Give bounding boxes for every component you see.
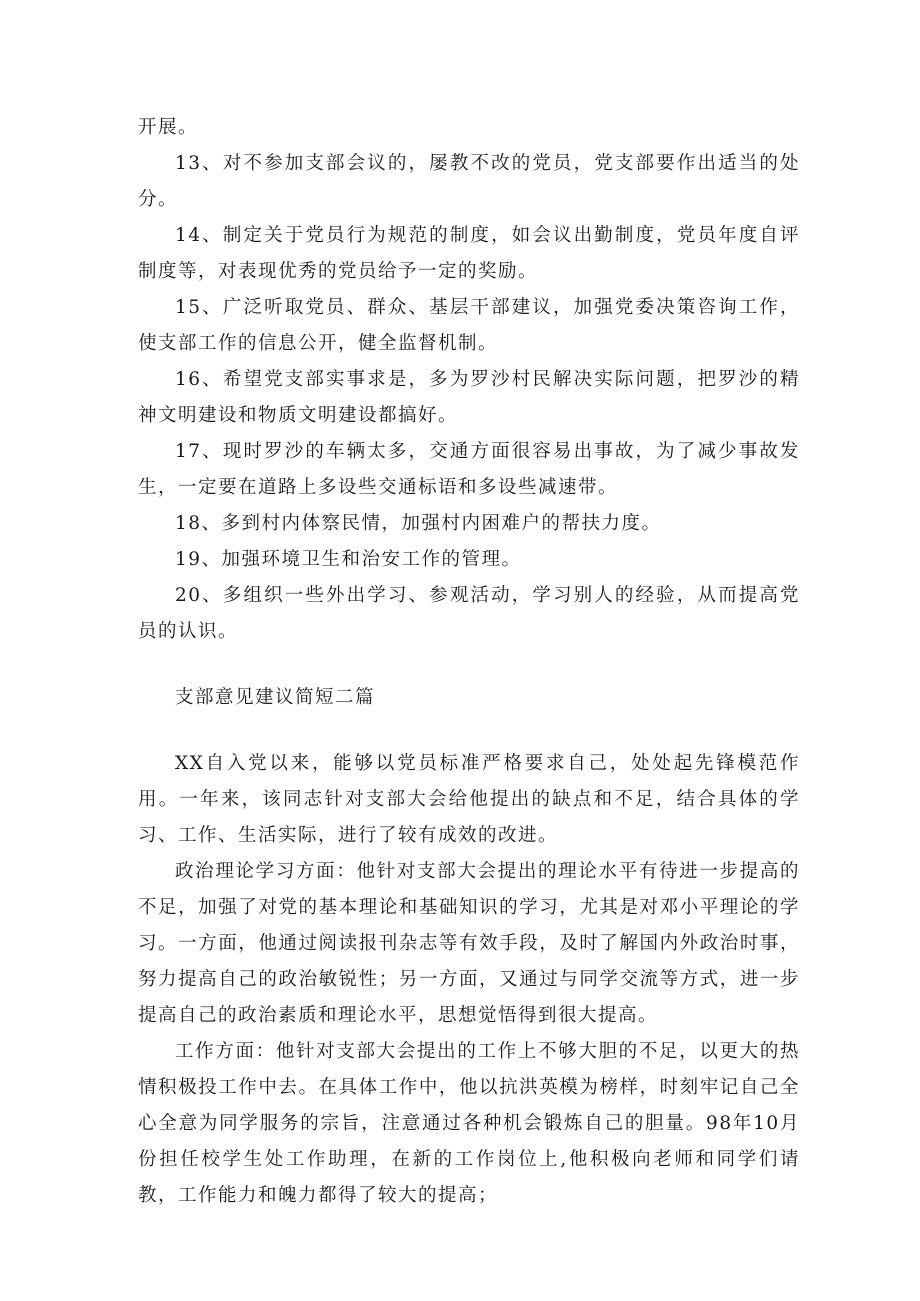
list-item-16: 16、希望党支部实事求是，多为罗沙村民解决实际问题，把罗沙的精神文明建设和物质文明建设都搞好。 (138, 369, 800, 426)
paragraph-work: 工作方面：他针对支部大会提出的工作上不够大胆的不足，以更大的热情积极投工作中去。在具体工作中，他以抗洪英模为榜样，时刻牢记自己全心全意为同学服务的宗旨，注意通过各种机会锻炼自己的胆量。98年10月份担任校学生处工作助理，在新的工作岗位上,他积极向老师和同学们请教，工作能力和魄力都得了较大的提高； (138, 1041, 800, 1206)
list-item-20: 20、多组织一些外出学习、参观活动，学习别人的经验，从而提高党员的认识。 (138, 585, 800, 642)
list-item-17: 17、现时罗沙的车辆太多，交通方面很容易出事故，为了减少事故发生，一定要在道路上多设些交通标语和多设些减速带。 (138, 441, 800, 498)
document-body (138, 110, 800, 1214)
list-item-13: 13、对不参加支部会议的，屡教不改的党员，党支部要作出适当的处分。 (138, 153, 800, 210)
list-item-19: 19、加强环境卫生和治安工作的管理。 (175, 549, 522, 570)
list-item-15: 15、广泛听取党员、群众、基层干部建议，加强党委决策咨询工作，使支部工作的信息公开，健全监督机制。 (138, 297, 800, 354)
section-title: 支部意见建议简短二篇 (175, 687, 376, 708)
paragraph-intro: XX自入党以来，能够以党员标准严格要求自己，处处起先锋模范作用。一年来，该同志针对支部大会给他提出的缺点和不足，结合具体的学习、工作、生活实际，进行了较有成效的改进。 (138, 753, 800, 846)
continued-fragment: 开展。 (138, 117, 199, 138)
list-item-18: 18、多到村内体察民情，加强村内困难户的帮扶力度。 (175, 513, 662, 534)
paragraph-political-study: 政治理论学习方面：他针对支部大会提出的理论水平有待进一步提高的不足，加强了对党的基本理论和基础知识的学习，尤其是对邓小平理论的学习。一方面，他通过阅读报刊杂志等有效手段，及时了解国内外政治时事，努力提高自己的政治敏锐性；另一方面，又通过与同学交流等方式，进一步提高自己的政治素质和理论水平，思想觉悟得到很大提高。 (138, 861, 800, 1026)
list-item-14: 14、制定关于党员行为规范的制度，如会议出勤制度，党员年度自评制度等，对表现优秀的党员给予一定的奖励。 (138, 225, 800, 282)
